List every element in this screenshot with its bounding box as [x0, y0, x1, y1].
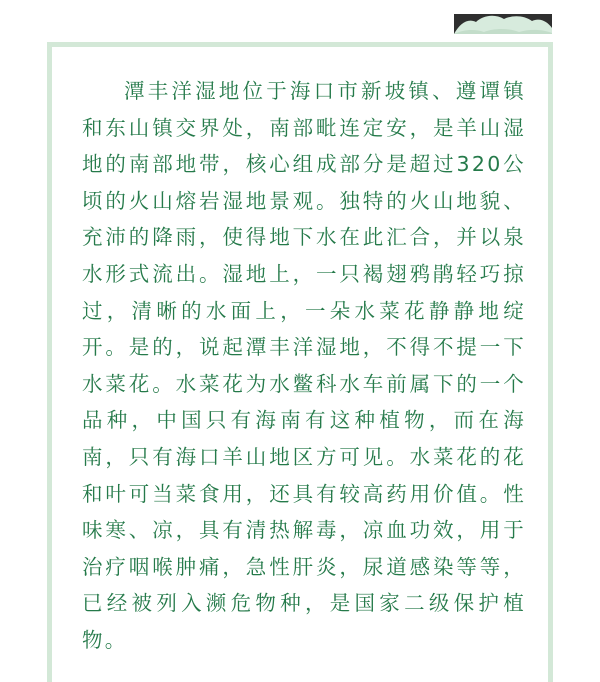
article-paragraph: 潭丰洋湿地位于海口市新坡镇、遵谭镇和东山镇交界处，南部毗连定安，是羊山湿地的南部地带，核心组成部分是超过320公顷的火山熔岩湿地景观。独特的火山地貌、充沛的降雨，使得地下水在此汇合，并以泉水形式流出。湿地上，一只褐翅鸦鹃轻巧掠过，清晰的水面上，一朵水菜花静静地绽开。是的，说起潭丰洋湿地，不得不提一下水菜花。水菜花为水鳖科水车前属下的一个品种，中国只有海南有这种植物，而在海南，只有海口羊山地区方可见。水菜花的花和叶可当菜食用，还具有较高药用价值。性味寒、凉，具有清热解毒，凉血功效，用于治疗咽喉肿痛，急性肝炎，尿道感染等等，已经被列入濒危物种，是国家二级保护植物。 [82, 79, 526, 652]
hills-ornament-icon [454, 14, 552, 34]
article-frame [47, 42, 553, 682]
